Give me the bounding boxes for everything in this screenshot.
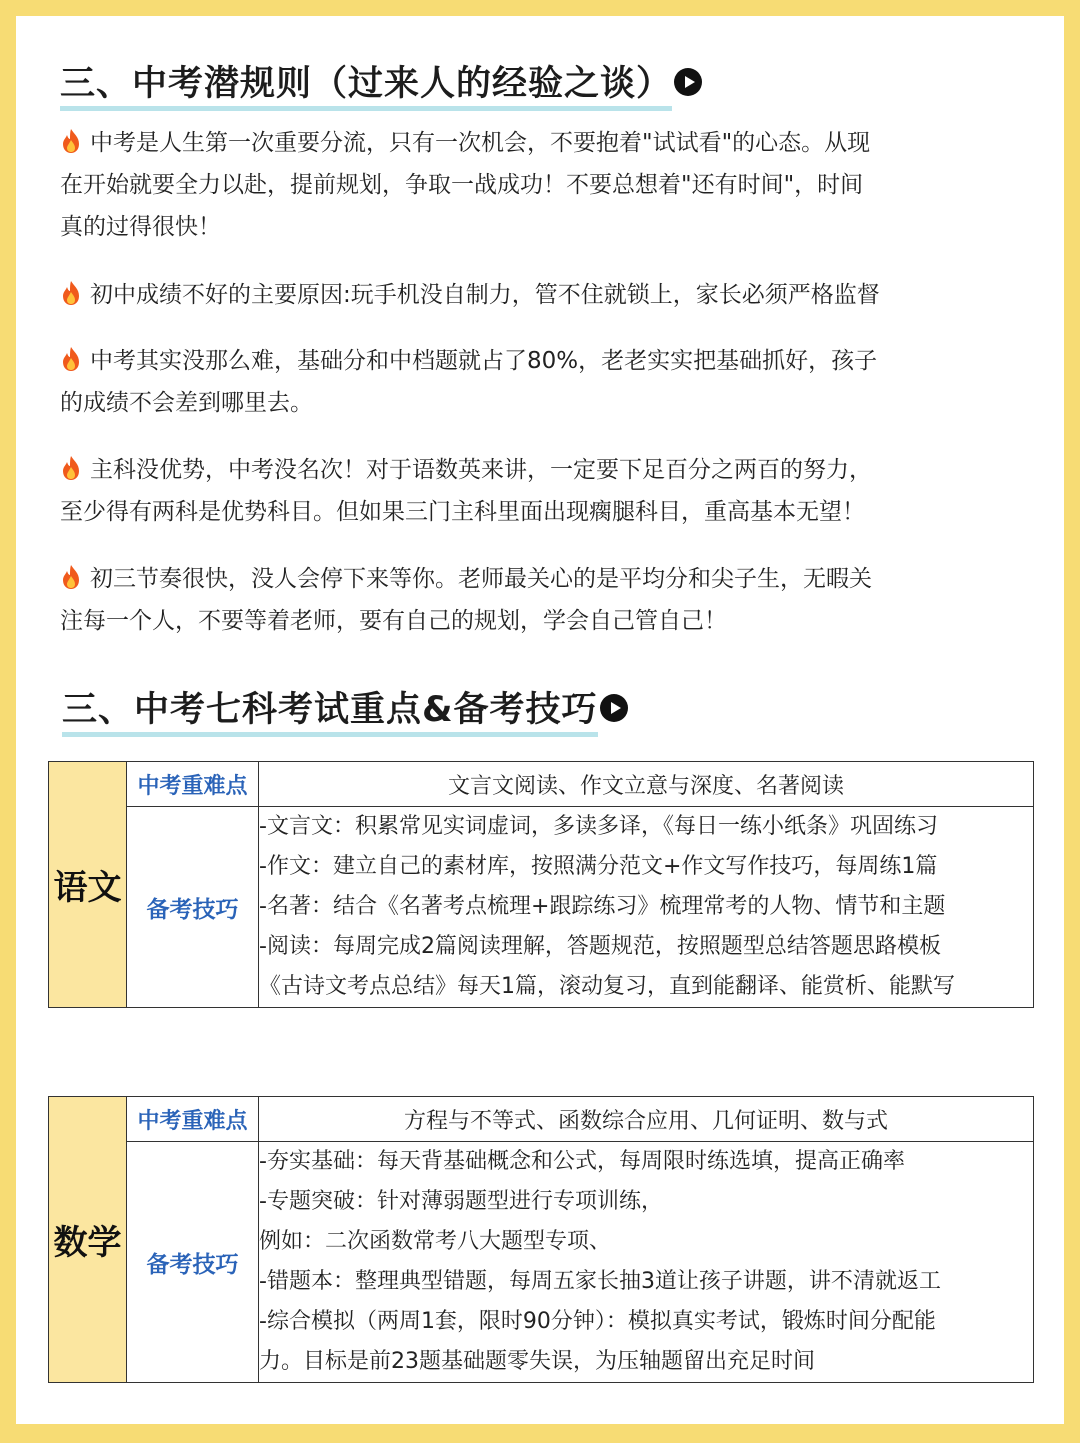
- tip-line: -作文：建立自己的素材库，按照满分范文+作文写作技巧，每周练1篇: [259, 854, 938, 879]
- rule-text: 中考是人生第一次重要分流，只有一次机会，不要抱着"试试看"的心态。从现: [90, 130, 871, 156]
- rule-text: 真的过得很快！: [60, 214, 221, 240]
- tip-line: -综合模拟（两周1套，限时90分钟）：模拟真实考试，锻炼时间分配能: [259, 1309, 936, 1334]
- focus-content: 文言文阅读、作文立意与深度、名著阅读: [259, 762, 1034, 807]
- section-title-subjects: [62, 682, 628, 732]
- subject-table-chinese: [48, 761, 1034, 1008]
- tip-line: 《古诗文考点总结》每天1篇，滚动复习，直到能翻译、能赏析、能默写: [259, 974, 955, 999]
- rule-text: 至少得有两科是优势科目。但如果三门主科里面出现瘸腿科目，重高基本无望！: [60, 499, 865, 525]
- rule-paragraph-3: [60, 340, 980, 424]
- fire-icon: [60, 455, 82, 481]
- tip-line: -夯实基础：每天背基础概念和公式，每周限时练选填，提高正确率: [259, 1149, 905, 1174]
- fire-icon: [60, 280, 82, 306]
- tips-content: [259, 1142, 1034, 1383]
- tip-line: -专题突破：针对薄弱题型进行专项训练，: [259, 1189, 663, 1214]
- play-icon: [674, 68, 702, 96]
- subject-table-math: [48, 1096, 1034, 1383]
- rule-text: 初三节奏很快，没人会停下来等你。老师最关心的是平均分和尖子生，无暇关: [90, 566, 872, 592]
- play-icon: [600, 694, 628, 722]
- rule-text: 中考其实没那么难，基础分和中档题就占了80%，老老实实把基础抓好，孩子: [90, 348, 878, 374]
- rule-text: 的成绩不会差到哪里去。: [60, 390, 313, 416]
- subject-name: 数学: [49, 1097, 127, 1383]
- rule-text: 主科没优势，中考没名次！对于语数英来讲，一定要下足百分之两百的努力，: [90, 457, 872, 483]
- section-title-text: 三、中考潜规则（过来人的经验之谈）: [60, 56, 672, 106]
- section-title-rules: [60, 56, 702, 106]
- rule-text: 初中成绩不好的主要原因:玩手机没自制力，管不住就锁上，家长必须严格监督: [90, 282, 880, 308]
- rule-text: 注每一个人，不要等着老师，要有自己的规划，学会自己管自己！: [60, 608, 727, 634]
- fire-icon: [60, 346, 82, 372]
- rule-paragraph-4: [60, 449, 980, 533]
- focus-label: 中考重难点: [127, 762, 259, 807]
- section-title-text: 三、中考七科考试重点&备考技巧: [62, 682, 598, 732]
- tip-line: 例如：二次函数常考八大题型专项、: [259, 1229, 612, 1254]
- rule-paragraph-1: [60, 122, 980, 248]
- tip-line: -阅读：每周完成2篇阅读理解，答题规范，按照题型总结答题思路模板: [259, 934, 941, 959]
- focus-label: 中考重难点: [127, 1097, 259, 1142]
- fire-icon: [60, 128, 82, 154]
- tip-line: 力。目标是前23题基础题零失误，为压轴题留出充足时间: [259, 1349, 815, 1374]
- tips-content: [259, 807, 1034, 1008]
- tip-line: -名著：结合《名著考点梳理+跟踪练习》梳理常考的人物、情节和主题: [259, 894, 946, 919]
- tip-line: -文言文：积累常见实词虚词，多读多译，《每日一练小纸条》巩固练习: [259, 814, 938, 839]
- rule-paragraph-5: [60, 558, 980, 642]
- rule-paragraph-2: [60, 274, 980, 316]
- page: [16, 16, 1064, 1424]
- fire-icon: [60, 564, 82, 590]
- tips-label: 备考技巧: [127, 807, 259, 1008]
- focus-content: 方程与不等式、函数综合应用、几何证明、数与式: [259, 1097, 1034, 1142]
- tip-line: -错题本：整理典型错题，每周五家长抽3道让孩子讲题，讲不清就返工: [259, 1269, 941, 1294]
- subject-name: 语文: [49, 762, 127, 1008]
- rule-text: 在开始就要全力以赴，提前规划，争取一战成功！不要总想着"还有时间"，时间: [60, 172, 864, 198]
- tips-label: 备考技巧: [127, 1142, 259, 1383]
